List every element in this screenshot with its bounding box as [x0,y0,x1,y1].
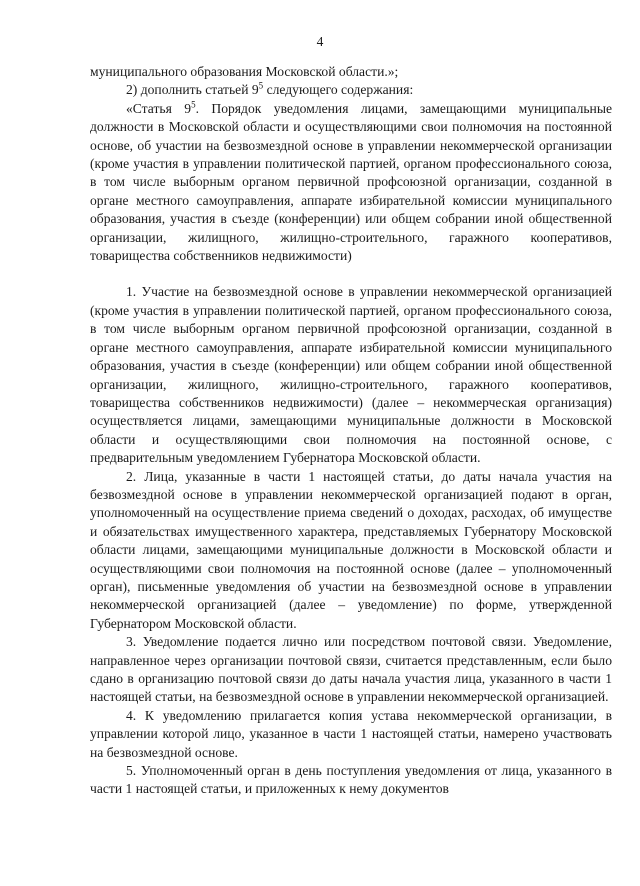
intro-line-1: муниципального образования Московской области.»; [90,64,399,79]
article-heading-sup: 5 [191,99,196,110]
article-heading-text: . Порядок уведомления лицами, замещающими муниципальные должности в Московской области и осуществляющими свои полномочия на постоянной основе, об участии на безвозмездной основе в управлении некоммерческой организации (кроме участия в управлении политической партией, органом профессионального союза, в том числе выборным органом первичной профсоюзной организации, созданной в органе местного самоуправления, аппарате избирательной комиссии муниципального образования, участия в съезде (конференции) или общем собрании иной общественной организации, жилищного, жилищно-строительного, гаражного кооперативов, товарищества собственников недвижимости) [90,100,612,264]
article-heading [90,100,612,266]
page-number: 4 [316,34,324,49]
paragraph-3: 3. Уведомление подается лично или посредством почтовой связи. Уведомление, направленное через организации почтовой связи, считается представленным, если было сдано в организацию почтовой связи до даты начала участия лица, указанного в части 1 настоящей статьи, на безвозмездной основе в управлении некоммерческой организацией. [90,634,612,705]
spacer [90,265,612,283]
paragraph-1: 1. Участие на безвозмездной основе в управлении некоммерческой организацией (кроме участия в управлении политической партией, органом профессионального союза, в том числе выборным органом первичной профсоюзной организации, созданной в органе местного самоуправления, аппарате избирательной комиссии муниципального образования, участия в съезде (конференции) или общем собрании иной общественной организации, жилищного, жилищно-строительного, гаражного кооперативов, товарищества собственников недвижимости) (далее – некоммерческая организация) осуществляется лицами, замещающими муниципальные должности в Московской области и осуществляющими свои полномочия на постоянной основе, с предварительным уведомлением Губернатора Московской области. [90,284,612,466]
paragraph-4: 4. К уведомлению прилагается копия устава некоммерческой организации, в управлении которой лицо, указанное в части 1 настоящей статьи, намерено участвовать на безвозмездной основе. [90,707,612,760]
intro-line-2-text: 2) дополнить статьей 9 [126,82,259,98]
paragraph-2: 2. Лица, указанные в части 1 настоящей статьи, до даты начала участия на безвозмездной основе в управлении некоммерческой организацией подают в орган, уполномоченный на осуществление приема сведений о доходах, расходах, об имуществе и обязательствах имущественного характера, представляемых Губернатору Московской области лицами, замещающими муниципальные должности в Московской области и осуществляющими свои полномочия на постоянной основе (далее – уполномоченный орган), письменные уведомления об участии на безвозмездной основе в управлении некоммерческой организацией (далее – уведомление) по форме, утвержденной Губернатором Московской области. [90,468,612,631]
intro-line-2-tail: следующего содержания: [263,82,414,98]
document-body [90,63,612,799]
paragraph-5: 5. Уполномоченный орган в день поступления уведомления от лица, указанного в части 1 настоящей статьи, и приложенных к нему документов [90,763,612,797]
intro-line-2 [90,81,612,99]
intro-line-2-sup: 5 [258,80,264,91]
article-heading-start: «Статья 9 [126,100,192,116]
